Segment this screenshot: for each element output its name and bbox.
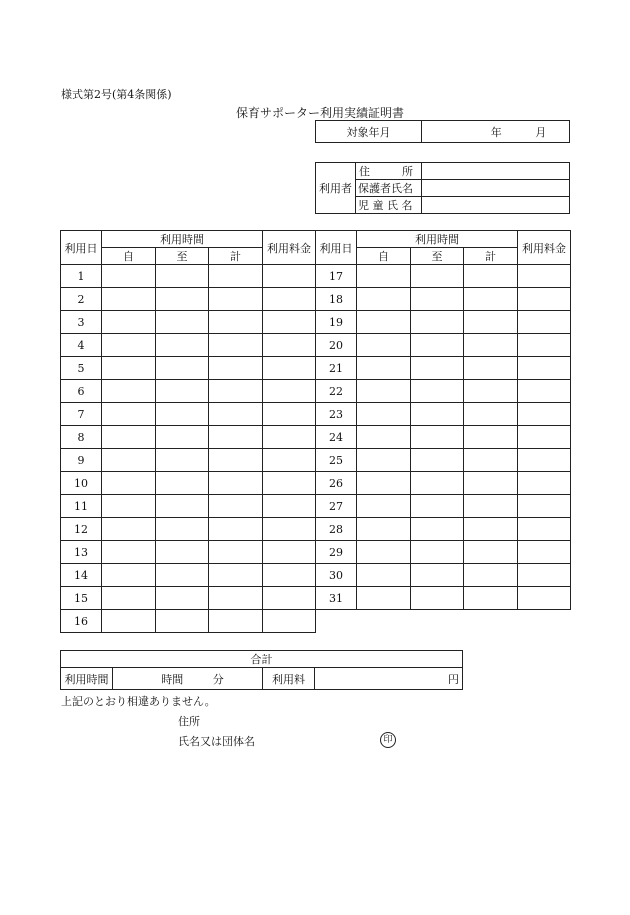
from-cell[interactable] [357, 472, 411, 495]
to-cell[interactable] [411, 288, 464, 311]
from-cell[interactable] [357, 357, 411, 380]
to-cell[interactable] [156, 311, 209, 334]
from-cell[interactable] [102, 426, 156, 449]
to-cell[interactable] [411, 518, 464, 541]
from-cell[interactable] [102, 518, 156, 541]
fee-cell[interactable] [518, 288, 571, 311]
fee-cell[interactable] [518, 426, 571, 449]
from-cell[interactable] [102, 357, 156, 380]
day-cell: 28 [316, 518, 357, 541]
total-cell[interactable] [209, 288, 263, 311]
log-row-right [316, 449, 571, 472]
usage-log-table-right [315, 230, 571, 610]
total-cell[interactable] [464, 357, 518, 380]
total-cell[interactable] [464, 587, 518, 610]
log-row-right [316, 564, 571, 587]
fee-cell[interactable] [518, 472, 571, 495]
day-cell: 19 [316, 311, 357, 334]
target-period-field[interactable] [422, 121, 570, 143]
total-cell[interactable] [209, 564, 263, 587]
fee-cell[interactable] [263, 403, 316, 426]
from-cell[interactable] [357, 426, 411, 449]
total-cell[interactable] [464, 311, 518, 334]
log-row-right [316, 426, 571, 449]
yen-unit: 円 [448, 672, 459, 686]
fee-cell[interactable] [518, 265, 571, 288]
from-header-right: 自 [357, 248, 411, 265]
log-row-right [316, 357, 571, 380]
to-cell[interactable] [411, 495, 464, 518]
day-cell: 14 [61, 564, 102, 587]
log-row-left [61, 311, 316, 334]
log-row-left [61, 380, 316, 403]
fee-cell[interactable] [263, 564, 316, 587]
to-cell[interactable] [156, 426, 209, 449]
to-cell[interactable] [156, 380, 209, 403]
total-cell[interactable] [464, 380, 518, 403]
to-cell[interactable] [156, 518, 209, 541]
signer-name-label: 氏名又は団体名 [178, 735, 255, 748]
fee-cell[interactable] [263, 357, 316, 380]
from-cell[interactable] [102, 587, 156, 610]
log-row-right [316, 380, 571, 403]
total-cell[interactable] [209, 357, 263, 380]
address-field[interactable] [422, 163, 570, 180]
log-row-left [61, 265, 316, 288]
signer-address-label: 住所 [178, 715, 200, 728]
day-cell: 30 [316, 564, 357, 587]
to-cell[interactable] [411, 311, 464, 334]
total-cell[interactable] [464, 564, 518, 587]
child-name-label: 児 童 氏 名 [356, 197, 422, 214]
address-label-char-1: 住 [359, 165, 370, 178]
fee-header-left: 利用料金 [263, 231, 316, 265]
fee-cell[interactable] [263, 288, 316, 311]
to-cell[interactable] [156, 541, 209, 564]
to-cell[interactable] [156, 288, 209, 311]
total-cell[interactable] [209, 610, 263, 633]
day-cell: 5 [61, 357, 102, 380]
to-cell[interactable] [411, 265, 464, 288]
total-cell[interactable] [464, 288, 518, 311]
to-cell[interactable] [411, 472, 464, 495]
to-cell[interactable] [411, 587, 464, 610]
day-cell: 31 [316, 587, 357, 610]
day-cell: 10 [61, 472, 102, 495]
fee-cell[interactable] [263, 265, 316, 288]
total-cell[interactable] [209, 587, 263, 610]
to-cell[interactable] [156, 449, 209, 472]
day-cell: 25 [316, 449, 357, 472]
form-number-label: 様式第2号(第4条関係) [61, 88, 172, 101]
day-cell: 17 [316, 265, 357, 288]
to-cell[interactable] [411, 357, 464, 380]
user-info-table [315, 162, 570, 214]
log-row-left [61, 334, 316, 357]
log-row-left [61, 403, 316, 426]
log-row-left [61, 449, 316, 472]
from-cell[interactable] [102, 380, 156, 403]
to-cell[interactable] [156, 472, 209, 495]
day-cell: 3 [61, 311, 102, 334]
day-cell: 1 [61, 265, 102, 288]
log-row-left [61, 472, 316, 495]
total-cell[interactable] [464, 541, 518, 564]
child-name-field[interactable] [422, 197, 570, 214]
log-row-right [316, 288, 571, 311]
day-header-left: 利用日 [61, 231, 102, 265]
hours-unit: 時間 [161, 672, 184, 686]
fee-cell[interactable] [518, 518, 571, 541]
total-cell[interactable] [209, 265, 263, 288]
log-row-right [316, 265, 571, 288]
total-cell[interactable] [209, 311, 263, 334]
from-header-left: 自 [102, 248, 156, 265]
to-cell[interactable] [411, 334, 464, 357]
from-cell[interactable] [102, 564, 156, 587]
summary-table [60, 650, 463, 690]
log-row-right [316, 334, 571, 357]
log-row-left [61, 288, 316, 311]
fee-cell[interactable] [263, 587, 316, 610]
total-cell[interactable] [464, 449, 518, 472]
day-cell: 11 [61, 495, 102, 518]
total-cell[interactable] [209, 426, 263, 449]
from-cell[interactable] [102, 334, 156, 357]
total-cell[interactable] [464, 518, 518, 541]
fee-cell[interactable] [518, 403, 571, 426]
to-cell[interactable] [156, 610, 209, 633]
day-cell: 12 [61, 518, 102, 541]
log-row-left [61, 610, 316, 633]
from-cell[interactable] [357, 311, 411, 334]
fee-cell[interactable] [263, 495, 316, 518]
from-cell[interactable] [102, 610, 156, 633]
fee-cell[interactable] [518, 541, 571, 564]
log-row-right [316, 472, 571, 495]
from-cell[interactable] [357, 587, 411, 610]
certification-statement: 上記のとおり相違ありません。 [61, 695, 216, 708]
fee-cell[interactable] [263, 610, 316, 633]
day-cell: 22 [316, 380, 357, 403]
log-row-left [61, 541, 316, 564]
from-cell[interactable] [357, 334, 411, 357]
day-cell: 7 [61, 403, 102, 426]
from-cell[interactable] [357, 265, 411, 288]
log-row-left [61, 426, 316, 449]
fee-cell[interactable] [263, 334, 316, 357]
day-cell: 15 [61, 587, 102, 610]
summary-time-field[interactable] [113, 668, 263, 690]
total-cell[interactable] [464, 334, 518, 357]
log-row-left [61, 357, 316, 380]
fee-cell[interactable] [263, 541, 316, 564]
address-label-char-2: 所 [402, 165, 413, 178]
time-header-left: 利用時間 [102, 231, 263, 248]
total-cell[interactable] [209, 518, 263, 541]
log-row-left [61, 587, 316, 610]
address-label [356, 163, 422, 180]
day-cell: 13 [61, 541, 102, 564]
total-header-left: 計 [209, 248, 263, 265]
fee-cell[interactable] [518, 449, 571, 472]
fee-cell[interactable] [518, 587, 571, 610]
from-cell[interactable] [357, 541, 411, 564]
to-cell[interactable] [411, 541, 464, 564]
day-cell: 18 [316, 288, 357, 311]
fee-cell[interactable] [518, 564, 571, 587]
user-group-label: 利用者 [316, 163, 356, 214]
from-cell[interactable] [102, 311, 156, 334]
usage-log-table-left [60, 230, 316, 633]
total-cell[interactable] [464, 472, 518, 495]
total-cell[interactable] [209, 380, 263, 403]
minutes-unit: 分 [212, 672, 224, 686]
document-title: 保育サポーター利用実績証明書 [236, 106, 405, 120]
fee-cell[interactable] [263, 518, 316, 541]
from-cell[interactable] [357, 380, 411, 403]
to-cell[interactable] [411, 403, 464, 426]
to-header-right: 至 [411, 248, 464, 265]
fee-cell[interactable] [263, 449, 316, 472]
from-cell[interactable] [357, 449, 411, 472]
total-header-right: 計 [464, 248, 518, 265]
from-cell[interactable] [102, 472, 156, 495]
total-cell[interactable] [209, 449, 263, 472]
log-row-right [316, 541, 571, 564]
from-cell[interactable] [102, 403, 156, 426]
from-cell[interactable] [102, 449, 156, 472]
fee-cell[interactable] [518, 380, 571, 403]
to-cell[interactable] [156, 265, 209, 288]
total-cell[interactable] [209, 403, 263, 426]
summary-time-label: 利用時間 [61, 668, 113, 690]
to-cell[interactable] [156, 564, 209, 587]
to-cell[interactable] [156, 495, 209, 518]
day-cell: 24 [316, 426, 357, 449]
summary-fee-label: 利用料 [263, 668, 315, 690]
to-cell[interactable] [156, 334, 209, 357]
log-row-right [316, 311, 571, 334]
day-cell: 27 [316, 495, 357, 518]
total-cell[interactable] [209, 472, 263, 495]
total-cell[interactable] [209, 541, 263, 564]
log-row-left [61, 518, 316, 541]
to-cell[interactable] [156, 587, 209, 610]
day-cell: 26 [316, 472, 357, 495]
month-suffix: 月 [535, 125, 547, 139]
fee-header-right: 利用料金 [518, 231, 571, 265]
to-cell[interactable] [411, 426, 464, 449]
to-cell[interactable] [156, 357, 209, 380]
from-cell[interactable] [357, 495, 411, 518]
day-cell: 21 [316, 357, 357, 380]
from-cell[interactable] [102, 495, 156, 518]
log-row-right [316, 518, 571, 541]
fee-cell[interactable] [263, 426, 316, 449]
seal-mark: 印 [380, 732, 396, 748]
fee-cell[interactable] [518, 357, 571, 380]
day-header-right: 利用日 [316, 231, 357, 265]
guardian-name-label: 保護者氏名 [356, 180, 422, 197]
fee-cell[interactable] [263, 472, 316, 495]
day-cell: 20 [316, 334, 357, 357]
total-cell[interactable] [464, 403, 518, 426]
to-cell[interactable] [411, 380, 464, 403]
to-cell[interactable] [411, 449, 464, 472]
summary-fee-field[interactable] [315, 668, 463, 690]
target-period-table [315, 120, 570, 143]
from-cell[interactable] [102, 541, 156, 564]
day-cell: 2 [61, 288, 102, 311]
day-cell: 9 [61, 449, 102, 472]
to-cell[interactable] [411, 564, 464, 587]
log-row-left [61, 495, 316, 518]
fee-cell[interactable] [263, 380, 316, 403]
fee-cell[interactable] [518, 311, 571, 334]
total-cell[interactable] [209, 495, 263, 518]
total-cell[interactable] [209, 334, 263, 357]
summary-title: 合計 [61, 651, 463, 668]
fee-cell[interactable] [518, 334, 571, 357]
to-cell[interactable] [156, 403, 209, 426]
day-cell: 4 [61, 334, 102, 357]
log-row-right [316, 403, 571, 426]
from-cell[interactable] [102, 288, 156, 311]
from-cell[interactable] [357, 564, 411, 587]
time-header-right: 利用時間 [357, 231, 518, 248]
from-cell[interactable] [357, 288, 411, 311]
day-cell: 8 [61, 426, 102, 449]
year-suffix: 年 [490, 125, 502, 139]
from-cell[interactable] [102, 265, 156, 288]
to-header-left: 至 [156, 248, 209, 265]
day-cell: 23 [316, 403, 357, 426]
fee-cell[interactable] [263, 311, 316, 334]
guardian-name-field[interactable] [422, 180, 570, 197]
log-row-right [316, 495, 571, 518]
total-cell[interactable] [464, 495, 518, 518]
from-cell[interactable] [357, 518, 411, 541]
log-row-right [316, 587, 571, 610]
fee-cell[interactable] [518, 495, 571, 518]
day-cell: 16 [61, 610, 102, 633]
target-period-label: 対象年月 [316, 121, 422, 143]
day-cell: 6 [61, 380, 102, 403]
day-cell: 29 [316, 541, 357, 564]
from-cell[interactable] [357, 403, 411, 426]
log-row-left [61, 564, 316, 587]
total-cell[interactable] [464, 426, 518, 449]
total-cell[interactable] [464, 265, 518, 288]
